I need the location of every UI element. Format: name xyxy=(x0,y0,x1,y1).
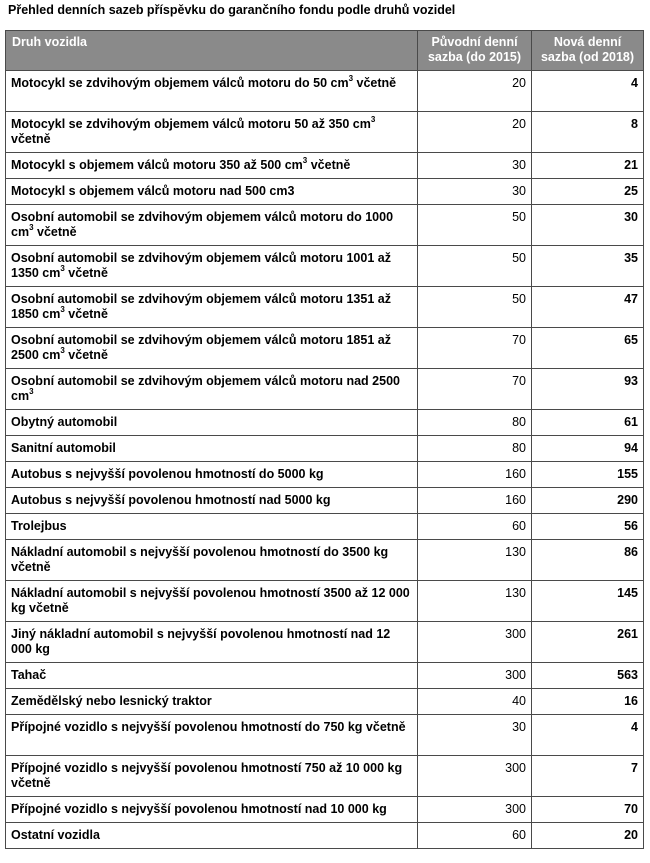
new-rate-cell: 30 xyxy=(532,205,644,246)
column-header-original-rate: Původní denní sazba (do 2015) xyxy=(418,31,532,71)
new-rate-cell: 65 xyxy=(532,328,644,369)
new-rate-cell: 563 xyxy=(532,663,644,689)
vehicle-type-cell: Přípojné vozidlo s nejvyšší povolenou hmotností nad 10 000 kg xyxy=(6,797,418,823)
document-title: Přehled denních sazeb příspěvku do garančního fondu podle druhů vozidel xyxy=(8,3,456,17)
new-rate-cell: 7 xyxy=(532,756,644,797)
original-rate-cell: 50 xyxy=(418,205,532,246)
table-row xyxy=(6,797,644,823)
table-row xyxy=(6,246,644,287)
table-row xyxy=(6,179,644,205)
original-rate-cell: 160 xyxy=(418,488,532,514)
table-header-row xyxy=(6,31,644,71)
original-rate-cell: 80 xyxy=(418,410,532,436)
vehicle-type-cell: Sanitní automobil xyxy=(6,436,418,462)
table-row xyxy=(6,112,644,153)
new-rate-cell: 21 xyxy=(532,153,644,179)
vehicle-type-cell: Ostatní vozidla xyxy=(6,823,418,849)
original-rate-cell: 30 xyxy=(418,153,532,179)
vehicle-type-cell: Nákladní automobil s nejvyšší povolenou hmotností do 3500 kg včetně xyxy=(6,540,418,581)
new-rate-cell: 20 xyxy=(532,823,644,849)
new-rate-cell: 47 xyxy=(532,287,644,328)
original-rate-cell: 30 xyxy=(418,715,532,756)
original-rate-cell: 300 xyxy=(418,756,532,797)
original-rate-cell: 40 xyxy=(418,689,532,715)
new-rate-cell: 4 xyxy=(532,715,644,756)
new-rate-cell: 155 xyxy=(532,462,644,488)
table-row xyxy=(6,823,644,849)
vehicle-type-cell: Motocykl se zdvihovým objemem válců motoru 50 až 350 $cm^3$ včetně xyxy=(6,112,418,153)
vehicle-type-cell: Jiný nákladní automobil s nejvyšší povolenou hmotností nad 12 000 kg xyxy=(6,622,418,663)
new-rate-cell: 94 xyxy=(532,436,644,462)
new-rate-cell: 35 xyxy=(532,246,644,287)
vehicle-type-cell: Osobní automobil se zdvihovým objemem válců motoru 1851 až 2500 $cm^3$ včetně xyxy=(6,328,418,369)
table-row xyxy=(6,622,644,663)
original-rate-cell: 30 xyxy=(418,179,532,205)
new-rate-cell: 61 xyxy=(532,410,644,436)
original-rate-cell: 60 xyxy=(418,514,532,540)
new-rate-cell: 86 xyxy=(532,540,644,581)
original-rate-cell: 130 xyxy=(418,540,532,581)
vehicle-type-cell: Přípojné vozidlo s nejvyšší povolenou hmotností 750 až 10 000 kg včetně xyxy=(6,756,418,797)
vehicle-type-cell: Zemědělský nebo lesnický traktor xyxy=(6,689,418,715)
original-rate-cell: 70 xyxy=(418,369,532,410)
vehicle-type-cell: Osobní automobil se zdvihovým objemem válců motoru 1001 až 1350 $cm^3$ včetně xyxy=(6,246,418,287)
vehicle-type-cell: Osobní automobil se zdvihovým objemem válců motoru 1351 až 1850 $cm^3$ včetně xyxy=(6,287,418,328)
original-rate-cell: 300 xyxy=(418,797,532,823)
table-row xyxy=(6,410,644,436)
table-row xyxy=(6,663,644,689)
table-row xyxy=(6,488,644,514)
vehicle-type-cell: Motocykl s objemem válců motoru 350 až 500 $cm^3$ včetně xyxy=(6,153,418,179)
original-rate-cell: 70 xyxy=(418,328,532,369)
new-rate-cell: 290 xyxy=(532,488,644,514)
table-row xyxy=(6,328,644,369)
table-row xyxy=(6,514,644,540)
original-rate-cell: 20 xyxy=(418,112,532,153)
new-rate-cell: 25 xyxy=(532,179,644,205)
original-rate-cell: 300 xyxy=(418,663,532,689)
vehicle-type-cell: Obytný automobil xyxy=(6,410,418,436)
original-rate-cell: 60 xyxy=(418,823,532,849)
table-row xyxy=(6,153,644,179)
vehicle-type-cell: Motocykl se zdvihovým objemem válců motoru do 50 $cm^3$ včetně xyxy=(6,71,418,112)
table-row xyxy=(6,540,644,581)
table-row xyxy=(6,756,644,797)
original-rate-cell: 50 xyxy=(418,287,532,328)
column-header-new-rate: Nová denní sazba (od 2018) xyxy=(532,31,644,71)
original-rate-cell: 130 xyxy=(418,581,532,622)
table-row xyxy=(6,205,644,246)
vehicle-type-cell: Osobní automobil se zdvihovým objemem válců motoru nad 2500 $cm^3$ xyxy=(6,369,418,410)
new-rate-cell: 4 xyxy=(532,71,644,112)
new-rate-cell: 70 xyxy=(532,797,644,823)
new-rate-cell: 16 xyxy=(532,689,644,715)
original-rate-cell: 80 xyxy=(418,436,532,462)
original-rate-cell: 160 xyxy=(418,462,532,488)
table-row xyxy=(6,436,644,462)
table-row xyxy=(6,581,644,622)
new-rate-cell: 145 xyxy=(532,581,644,622)
vehicle-type-cell: Nákladní automobil s nejvyšší povolenou hmotností 3500 až 12 000 kg včetně xyxy=(6,581,418,622)
table-row xyxy=(6,689,644,715)
new-rate-cell: 261 xyxy=(532,622,644,663)
table-row xyxy=(6,71,644,112)
table-row xyxy=(6,715,644,756)
original-rate-cell: 20 xyxy=(418,71,532,112)
vehicle-type-cell: Autobus s nejvyšší povolenou hmotností do 5000 kg xyxy=(6,462,418,488)
vehicle-type-cell: Motocykl s objemem válců motoru nad 500 cm3 xyxy=(6,179,418,205)
table-row xyxy=(6,369,644,410)
column-header-vehicle-type: Druh vozidla xyxy=(6,31,418,71)
new-rate-cell: 93 xyxy=(532,369,644,410)
new-rate-cell: 56 xyxy=(532,514,644,540)
table-row xyxy=(6,462,644,488)
original-rate-cell: 50 xyxy=(418,246,532,287)
vehicle-type-cell: Tahač xyxy=(6,663,418,689)
vehicle-type-cell: Osobní automobil se zdvihovým objemem válců motoru do 1000 $cm^3$ včetně xyxy=(6,205,418,246)
vehicle-type-cell: Autobus s nejvyšší povolenou hmotností nad 5000 kg xyxy=(6,488,418,514)
vehicle-type-cell: Trolejbus xyxy=(6,514,418,540)
table-row xyxy=(6,287,644,328)
vehicle-type-cell: Přípojné vozidlo s nejvyšší povolenou hmotností do 750 kg včetně xyxy=(6,715,418,756)
original-rate-cell: 300 xyxy=(418,622,532,663)
rates-table xyxy=(5,30,644,849)
new-rate-cell: 8 xyxy=(532,112,644,153)
